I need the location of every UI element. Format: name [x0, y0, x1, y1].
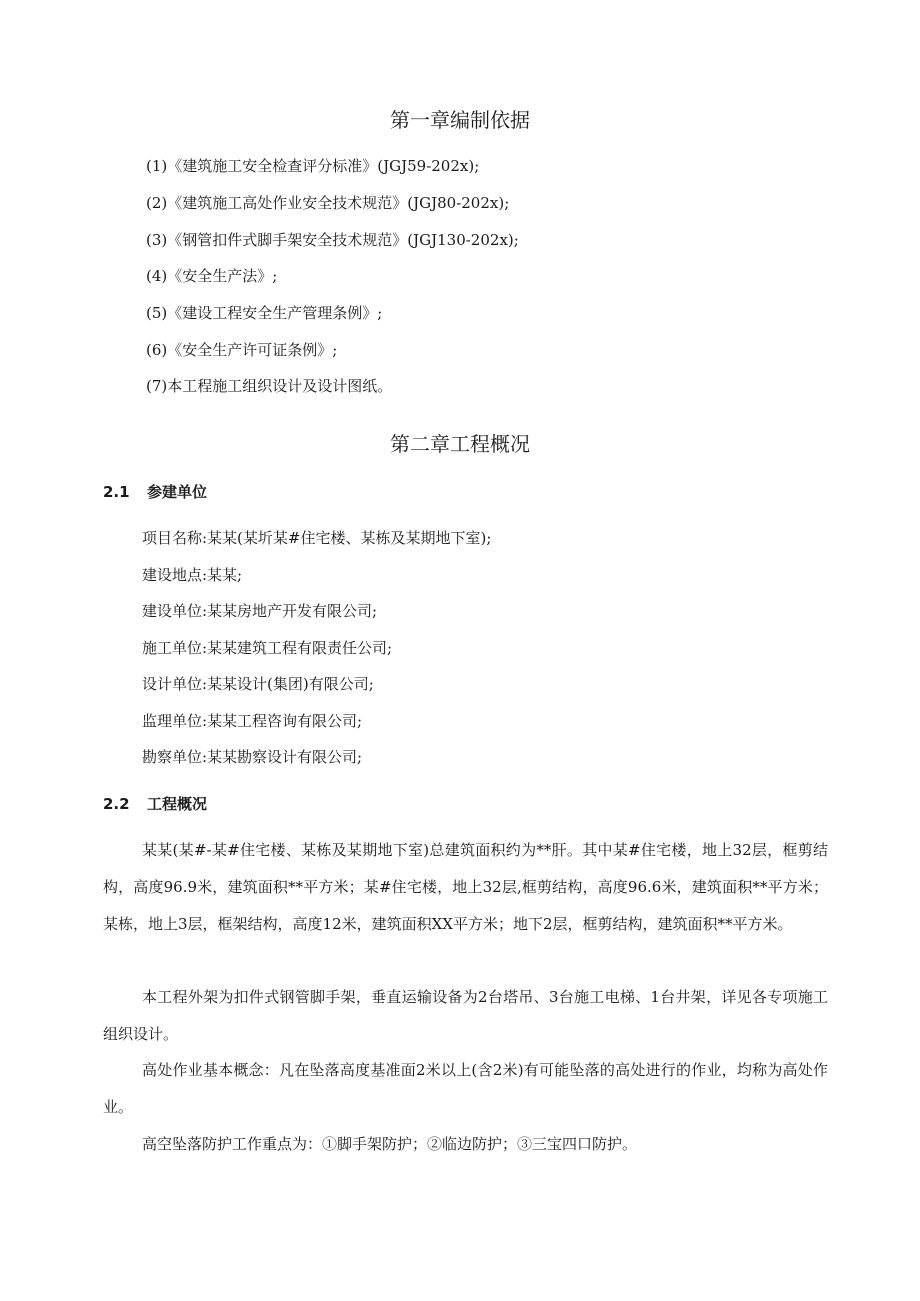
overview-paragraph: 某某(某#-某#住宅楼、某栋及某期地下室)总建筑面积约为**肝。其中某#住宅楼，地上32层，框剪结构，高度96.9米，建筑面积**平方米；某#住宅楼，地上32层,框剪结构，高度96.6米，建筑面积**平方米；某栋，地上3层，框架结构，高度12米，建筑面积XX平方米；地下2层，框剪结构，建筑面积**平方米。: [103, 841, 828, 933]
fall-protection-paragraph: 高空坠落防护工作重点为：①脚手架防护；②临边防护；③三宝四口防护。: [142, 1135, 638, 1153]
reference-item-7: (7)本工程施工组织设计及设计图纸。: [146, 377, 393, 395]
section-number: 2.1: [103, 483, 130, 501]
high-altitude-definition-paragraph: 高处作业基本概念：凡在坠落高度基准面2米以上(含2米)有可能坠落的高处进行的作业，均称为高处作业。: [103, 1061, 828, 1116]
surveyor-row: 勘察单位:某某勘察设计有限公司;: [142, 748, 363, 766]
section-2-2-heading: [103, 793, 207, 815]
reference-item-5: (5)《建设工程安全生产管理条例》;: [146, 304, 383, 322]
scaffold-paragraph: 本工程外架为扣件式钢管脚手架，垂直运输设备为2台塔吊、3台施工电梯、1台井架，详见各专项施工组织设计。: [103, 988, 828, 1043]
developer-row: 建设单位:某某房地产开发有限公司;: [142, 602, 378, 620]
section-title: 参建单位: [147, 483, 208, 501]
reference-item-6: (6)《安全生产许可证条例》;: [146, 341, 338, 359]
reference-item-4: (4)《安全生产法》;: [146, 267, 278, 285]
reference-item-3: (3)《钢管扣件式脚手架安全技术规范》(JGJ130-202x);: [146, 231, 519, 249]
section-2-1-heading: [103, 481, 207, 503]
section-title: 工程概况: [147, 795, 208, 813]
chapter-2-title: 第二章工程概况: [390, 432, 530, 456]
section-number: 2.2: [103, 795, 130, 813]
supervisor-row: 监理单位:某某工程咨询有限公司;: [142, 712, 363, 730]
reference-item-2: (2)《建筑施工高处作业安全技术规范》(JGJ80-202x);: [146, 194, 510, 212]
contractor-row: 施工单位:某某建筑工程有限责任公司;: [142, 639, 393, 657]
chapter-1-title: 第一章编制依据: [390, 108, 530, 132]
designer-row: 设计单位:某某设计(集团)有限公司;: [142, 675, 374, 693]
construction-site-row: 建设地点:某某;: [142, 566, 243, 584]
project-name-row: 项目名称:某某(某圻某#住宅楼、某栋及某期地下室);: [142, 529, 492, 547]
reference-item-1: (1)《建筑施工安全检查评分标准》(JGJ59-202x);: [146, 157, 480, 175]
